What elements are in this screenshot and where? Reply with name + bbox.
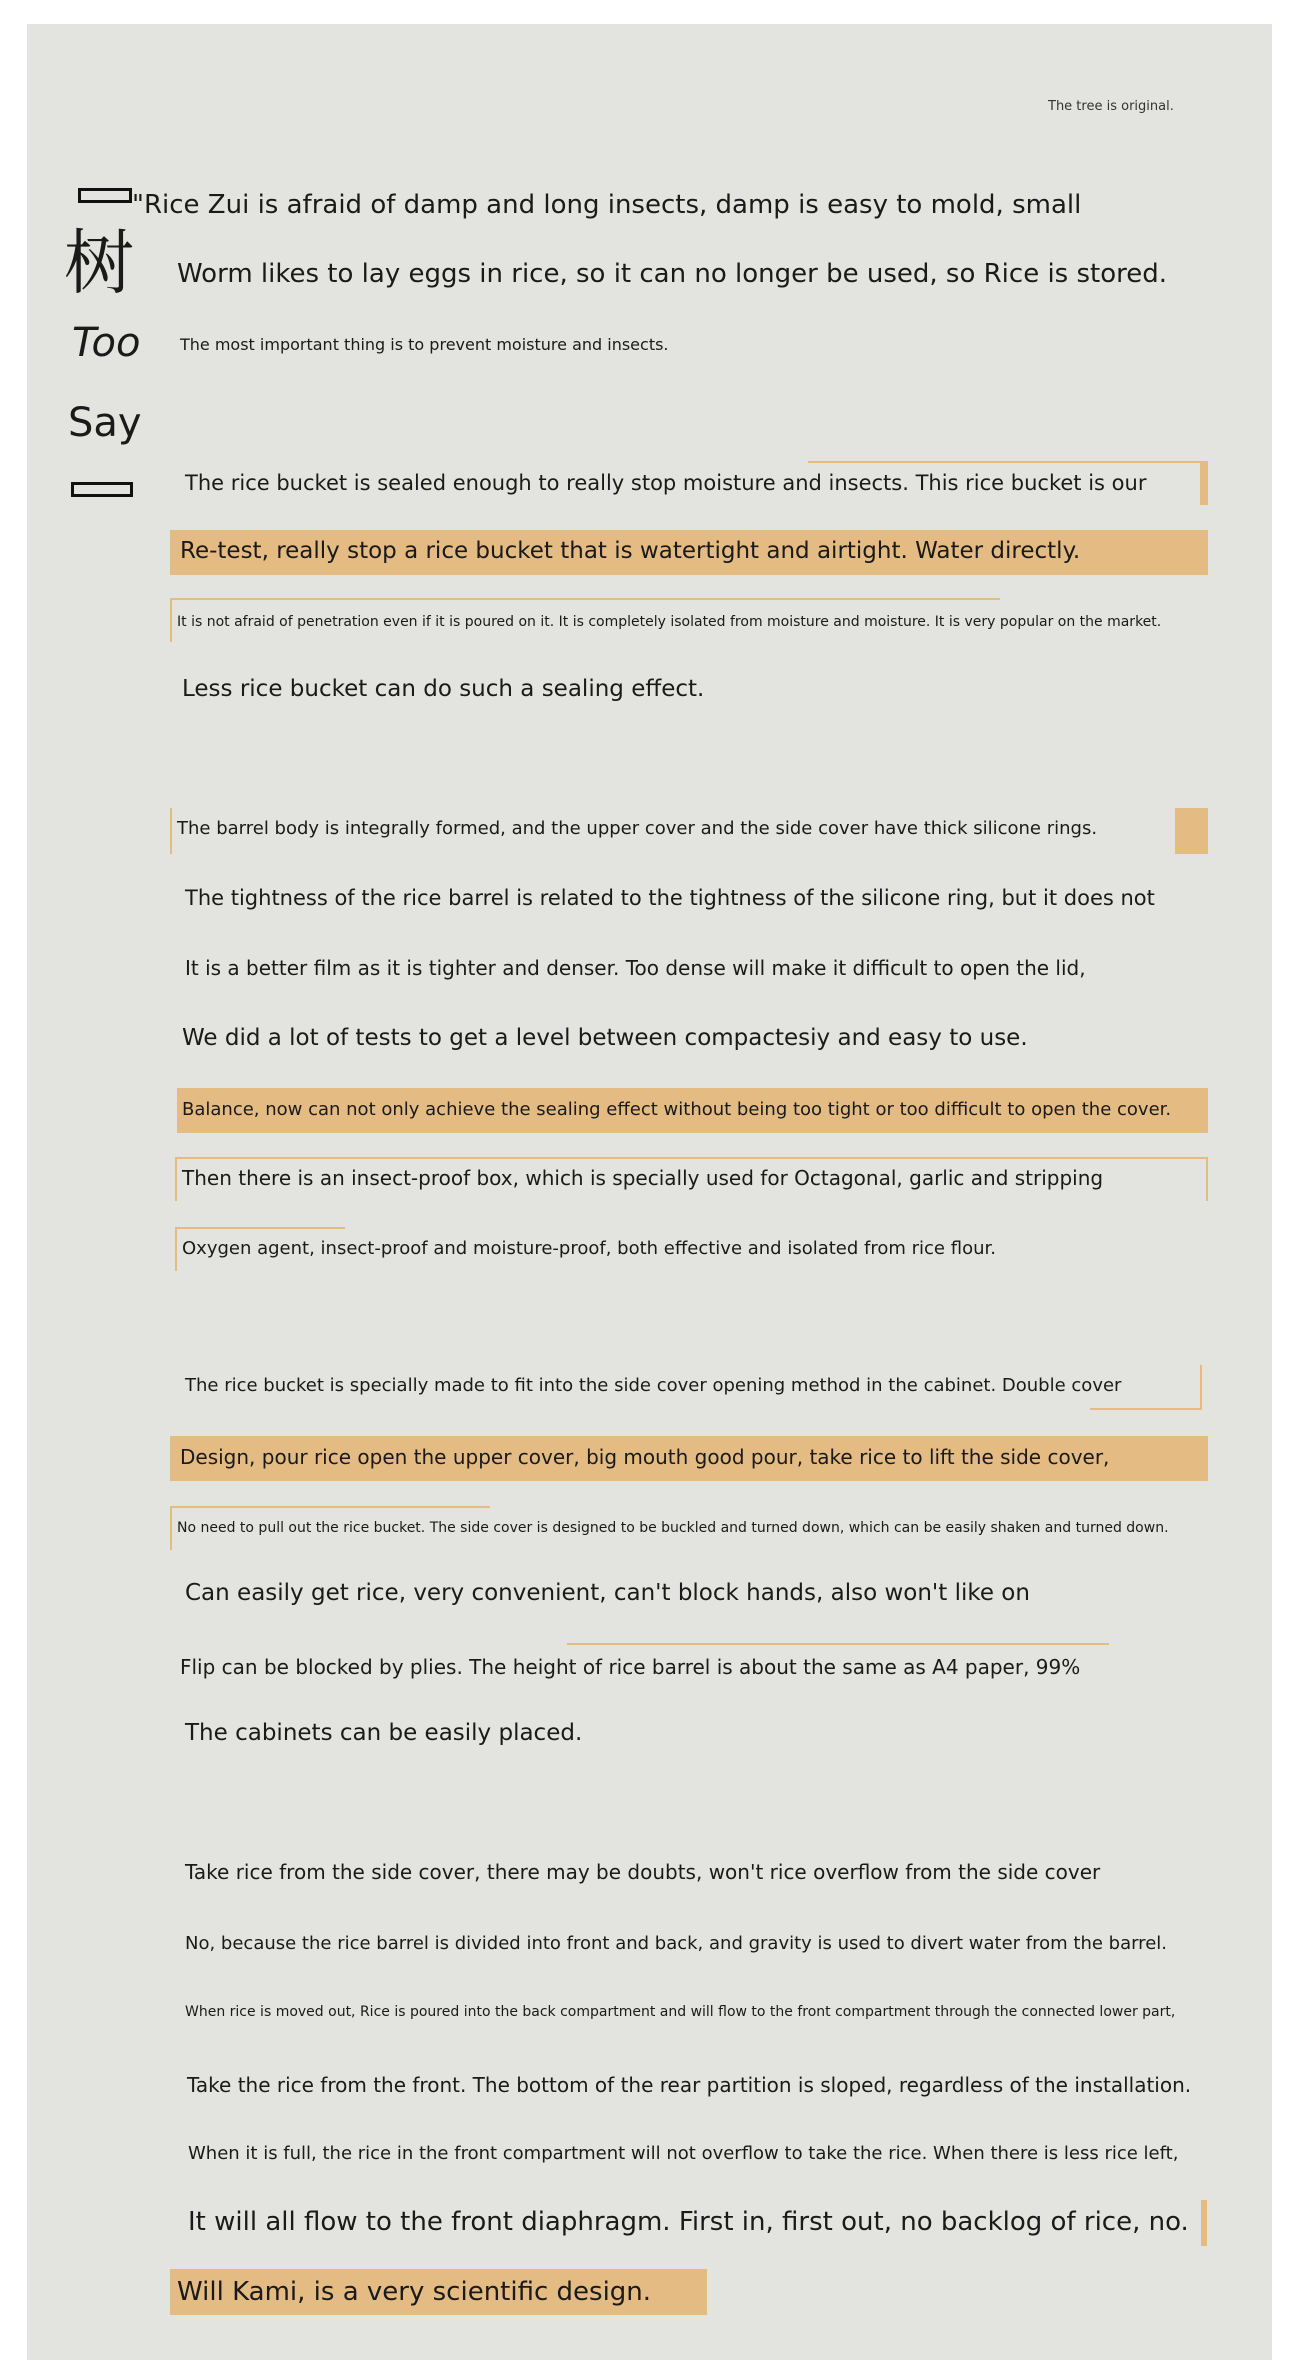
text-line-27: Will Kami, is a very scientific design. (177, 2277, 652, 2307)
text-line-4: The rice bucket is sealed enough to really stop moisture and insects. This rice bucket is our (185, 471, 1147, 495)
highlight-line (170, 1506, 172, 1550)
highlight-line (1090, 1408, 1202, 1410)
highlight-line (170, 598, 172, 642)
highlight-line (170, 598, 1000, 600)
text-line-20: The cabinets can be easily placed. (185, 1720, 583, 1746)
highlight-block (1200, 461, 1208, 505)
side-label-character: 树 (64, 222, 134, 304)
text-line-18: Can easily get rice, very convenient, can't block hands, also won't like on (185, 1580, 1030, 1606)
highlight-line (170, 808, 172, 854)
highlight-block (1175, 808, 1208, 854)
side-label-word-too: Too (72, 320, 141, 366)
text-line-10: It is a better film as it is tighter and denser. Too dense will make it difficult to open the lid, (185, 956, 1086, 980)
text-line-26: It will all flow to the front diaphragm. First in, first out, no backlog of rice, no. (188, 2207, 1189, 2237)
highlight-block (1201, 2200, 1207, 2246)
side-label-word-say: Say (68, 400, 142, 446)
highlight-line (175, 1227, 345, 1229)
text-line-7: Less rice bucket can do such a sealing effect. (182, 676, 705, 702)
highlight-line (170, 1506, 490, 1508)
highlight-underline (808, 461, 1208, 463)
text-line-1: "Rice Zui is afraid of damp and long insects, damp is easy to mold, small (132, 190, 1082, 220)
text-line-11: We did a lot of tests to get a level between compactesiy and easy to use. (182, 1025, 1028, 1051)
text-line-23: When rice is moved out, Rice is poured into the back compartment and will flow to the front compartment through the connected lower part, (185, 2004, 1176, 2020)
open-bracket-icon (78, 188, 132, 203)
text-line-5: Re-test, really stop a rice bucket that is watertight and airtight. Water directly. (180, 538, 1081, 564)
text-line-22: No, because the rice barrel is divided into front and back, and gravity is used to divert water from the barrel. (185, 1933, 1167, 1954)
credit-text: The tree is original. (1048, 99, 1174, 114)
text-line-25: When it is full, the rice in the front compartment will not overflow to take the rice. When there is less rice left, (188, 2143, 1179, 2164)
text-line-15: The rice bucket is specially made to fit into the side cover opening method in the cabinet. Double cover (185, 1375, 1122, 1396)
highlight-line (1206, 1157, 1208, 1201)
text-line-14: Oxygen agent, insect-proof and moisture-proof, both effective and isolated from rice flour. (182, 1238, 996, 1259)
highlight-line (1200, 1365, 1202, 1409)
text-line-17: No need to pull out the rice bucket. The side cover is designed to be buckled and turned down, which can be easily shaken and turned down. (177, 1520, 1169, 1536)
highlight-line (567, 1643, 1109, 1645)
text-line-8: The barrel body is integrally formed, and the upper cover and the side cover have thick silicone rings. (177, 818, 1098, 839)
text-line-24: Take the rice from the front. The bottom of the rear partition is sloped, regardless of the installation. (187, 2073, 1192, 2097)
text-line-6: It is not afraid of penetration even if it is poured on it. It is completely isolated from moisture and moisture. It is very popular on the market. (177, 614, 1162, 630)
text-line-12: Balance, now can not only achieve the sealing effect without being too tight or too difficult to open the cover. (182, 1099, 1172, 1120)
text-line-21: Take rice from the side cover, there may be doubts, won't rice overflow from the side cover (185, 1860, 1101, 1884)
text-line-19: Flip can be blocked by plies. The height of rice barrel is about the same as A4 paper, 99% (180, 1655, 1081, 1679)
text-line-16: Design, pour rice open the upper cover, big mouth good pour, take rice to lift the side cover, (180, 1445, 1110, 1469)
highlight-line (175, 1227, 177, 1271)
highlight-line (177, 1157, 1208, 1159)
text-line-2: Worm likes to lay eggs in rice, so it can no longer be used, so Rice is stored. (177, 259, 1168, 289)
close-bracket-icon (71, 482, 133, 497)
highlight-line (175, 1157, 177, 1201)
text-line-9: The tightness of the rice barrel is related to the tightness of the silicone ring, but it does not (185, 886, 1155, 910)
text-line-13: Then there is an insect-proof box, which is specially used for Octagonal, garlic and stripping (182, 1166, 1104, 1190)
text-line-3: The most important thing is to prevent moisture and insects. (180, 335, 669, 354)
